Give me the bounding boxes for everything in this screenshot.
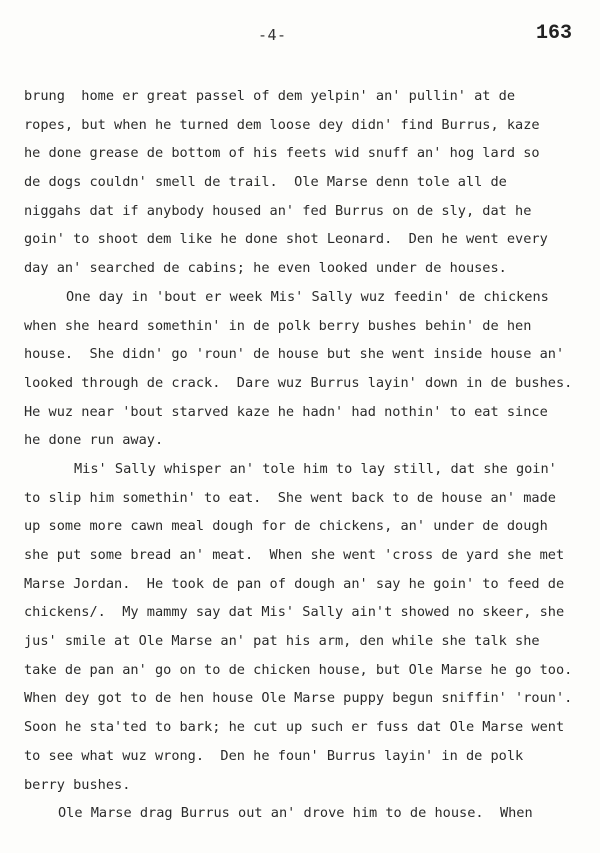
paragraph-start-line: One day in 'bout er week Mis' Sally wuz feedin' de chickens — [66, 288, 549, 305]
text-line: up some more cawn meal dough for de chickens, an' under de dough — [24, 518, 548, 535]
text-line: jus' smile at Ole Marse an' pat his arm, den while she talk she — [24, 633, 540, 650]
text-line: chickens/. My mammy say dat Mis' Sally ain't showed no skeer, she — [24, 604, 565, 621]
text-line: berry bushes. — [24, 776, 131, 793]
page-label: -4- — [258, 26, 287, 44]
text-line: day an' searched de cabins; he even looked under de houses. — [24, 260, 507, 277]
text-line: looked through de crack. Dare wuz Burrus layin' down in de bushes. — [24, 374, 573, 391]
text-line: brung home er great passel of dem yelpin' an' pullin' at de — [24, 88, 516, 104]
text-line: take de pan an' go on to de chicken house, but Ole Marse he go too. — [24, 661, 573, 678]
text-line: to slip him somethin' to eat. She went back to de house an' made — [24, 489, 556, 506]
text-line: He wuz near 'bout starved kaze he hadn' had nothin' to eat since — [24, 403, 548, 420]
text-line: Soon he sta'ted to bark; he cut up such er fuss dat Ole Marse went — [24, 719, 565, 736]
text-line: niggahs dat if anybody housed an' fed Burrus on de sly, dat he — [24, 202, 532, 219]
text-line: house. She didn' go 'roun' de house but she went inside house an' — [24, 346, 565, 363]
paragraph-start-line: Ole Marse drag Burrus out an' drove him to de house. When — [58, 805, 533, 822]
text-line: Marse Jordan. He took de pan of dough an' say he goin' to feed de — [24, 575, 565, 592]
text-line: When dey got to de hen house Ole Marse puppy begun sniffin' 'roun'. — [24, 690, 573, 707]
paragraph-start-line: Mis' Sally whisper an' tole him to lay still, dat she goin' — [74, 460, 557, 477]
text-line: ropes, but when he turned dem loose dey didn' find Burrus, kaze — [24, 116, 540, 133]
body-text — [24, 82, 596, 828]
page-number: 163 — [536, 22, 573, 45]
text-line: when she heard somethin' in de polk berry bushes behin' de hen — [24, 317, 532, 334]
text-line: to see what wuz wrong. Den he foun' Burrus layin' in de polk — [24, 747, 524, 764]
text-line: de dogs couldn' smell de trail. Ole Marse denn tole all de — [24, 174, 507, 191]
text-line: goin' to shoot dem like he done shot Leonard. Den he went every — [24, 231, 548, 248]
text-line: she put some bread an' meat. When she went 'cross de yard she met — [24, 547, 565, 563]
text-line: he done grease de bottom of his feets wid snuff an' hog lard so — [24, 145, 540, 162]
text-line: he done run away. — [24, 432, 164, 449]
